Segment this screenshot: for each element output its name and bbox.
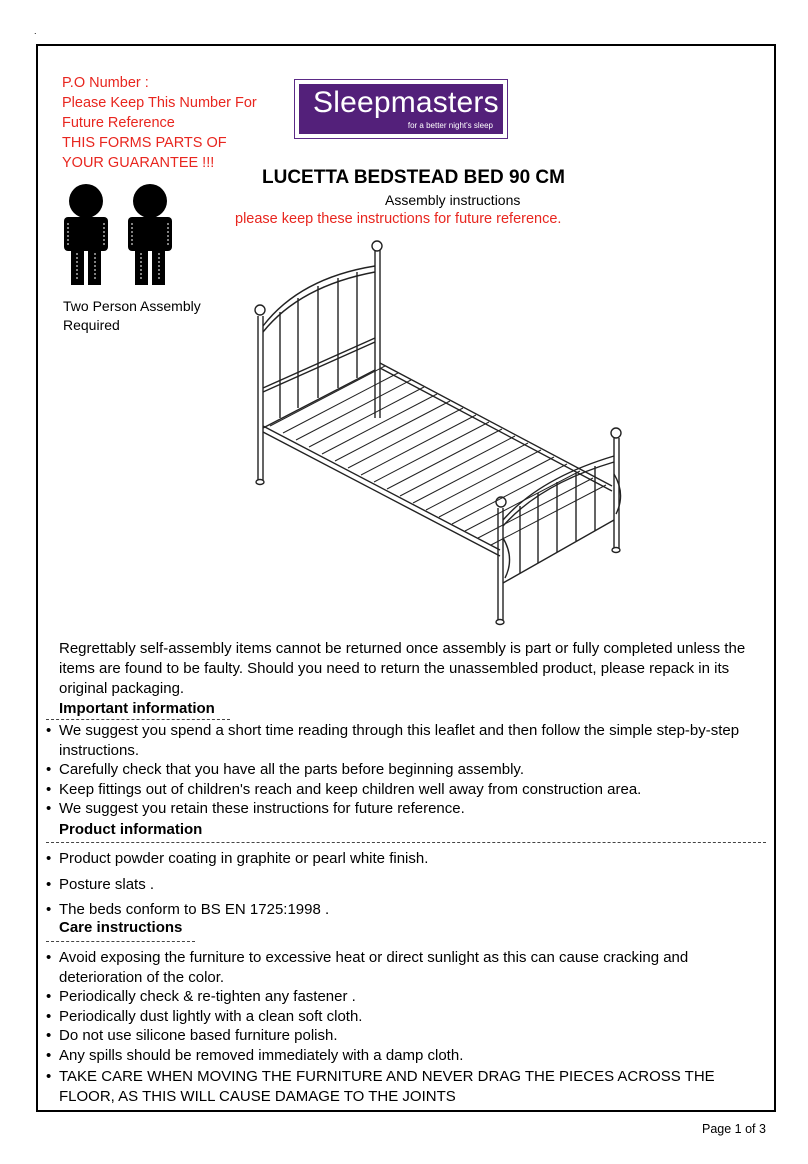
bed-illustration (240, 238, 630, 630)
important-heading: Important information (59, 700, 215, 717)
list-item: • TAKE CARE WHEN MOVING THE FURNITURE AND NEVER DRAG THE PIECES ACROSS THE FLOOR, AS THIS WILL CAUSE DAMAGE TO THE JOINTS (44, 1067, 770, 1106)
logo-name: Sleepmasters (313, 86, 499, 119)
list-item: • Periodically check & re-tighten any fastener . (44, 987, 770, 1007)
list-item: • Product powder coating in graphite or pearl white finish. (44, 849, 770, 869)
important-divider (46, 719, 230, 720)
list-item: • The beds conform to BS EN 1725:1998 . (44, 900, 770, 920)
care-list (44, 948, 770, 1106)
list-item: • Keep fittings out of children's reach and keep children well away from construction area. (44, 780, 770, 800)
page-number: Page 1 of 3 (702, 1122, 766, 1136)
list-item: • Avoid exposing the furniture to excessive heat or direct sunlight as this can cause cracking and deterioration of the color. (44, 948, 770, 987)
product-heading: Product information (59, 821, 203, 838)
logo-tagline: for a better night's sleep (407, 121, 493, 130)
list-item: • Periodically dust lightly with a clean soft cloth. (44, 1007, 770, 1027)
sleepmasters-logo (294, 79, 508, 139)
subtitle: Assembly instructions (385, 192, 521, 208)
two-person-assembly-label: Two Person Assembly Required (63, 298, 201, 333)
list-item: • Any spills should be removed immediately with a damp cloth. (44, 1046, 770, 1066)
intro-paragraph: Regrettably self-assembly items cannot be returned once assembly is part or fully completed unless the items are found to be faulty. Should you need to return the unassembled product, please repack in its original packaging. (59, 640, 746, 697)
care-heading: Care instructions (59, 919, 183, 936)
list-item: • Do not use silicone based furniture polish. (44, 1026, 770, 1046)
list-item: • Carefully check that you have all the parts before beginning assembly. (44, 760, 770, 780)
product-divider (46, 842, 766, 843)
page-title: LUCETTA BEDSTEAD BED 90 CM (262, 167, 565, 188)
product-list (44, 849, 770, 920)
po-number-note: P.O Number : Please Keep This Number For Future Reference THIS FORMS PARTS OF YOUR GUARANTEE !!! (62, 75, 257, 171)
two-person-icon (62, 183, 180, 287)
corner-mark: . (34, 26, 37, 36)
keep-instructions-note: please keep these instructions for future reference. (235, 211, 562, 227)
list-item: • We suggest you retain these instructions for future reference. (44, 799, 770, 819)
care-divider (46, 941, 195, 942)
list-item: • We suggest you spend a short time reading through this leaflet and then follow the simple step-by-step instructions. (44, 721, 770, 760)
list-item: • Posture slats . (44, 875, 770, 895)
important-list (44, 721, 770, 819)
